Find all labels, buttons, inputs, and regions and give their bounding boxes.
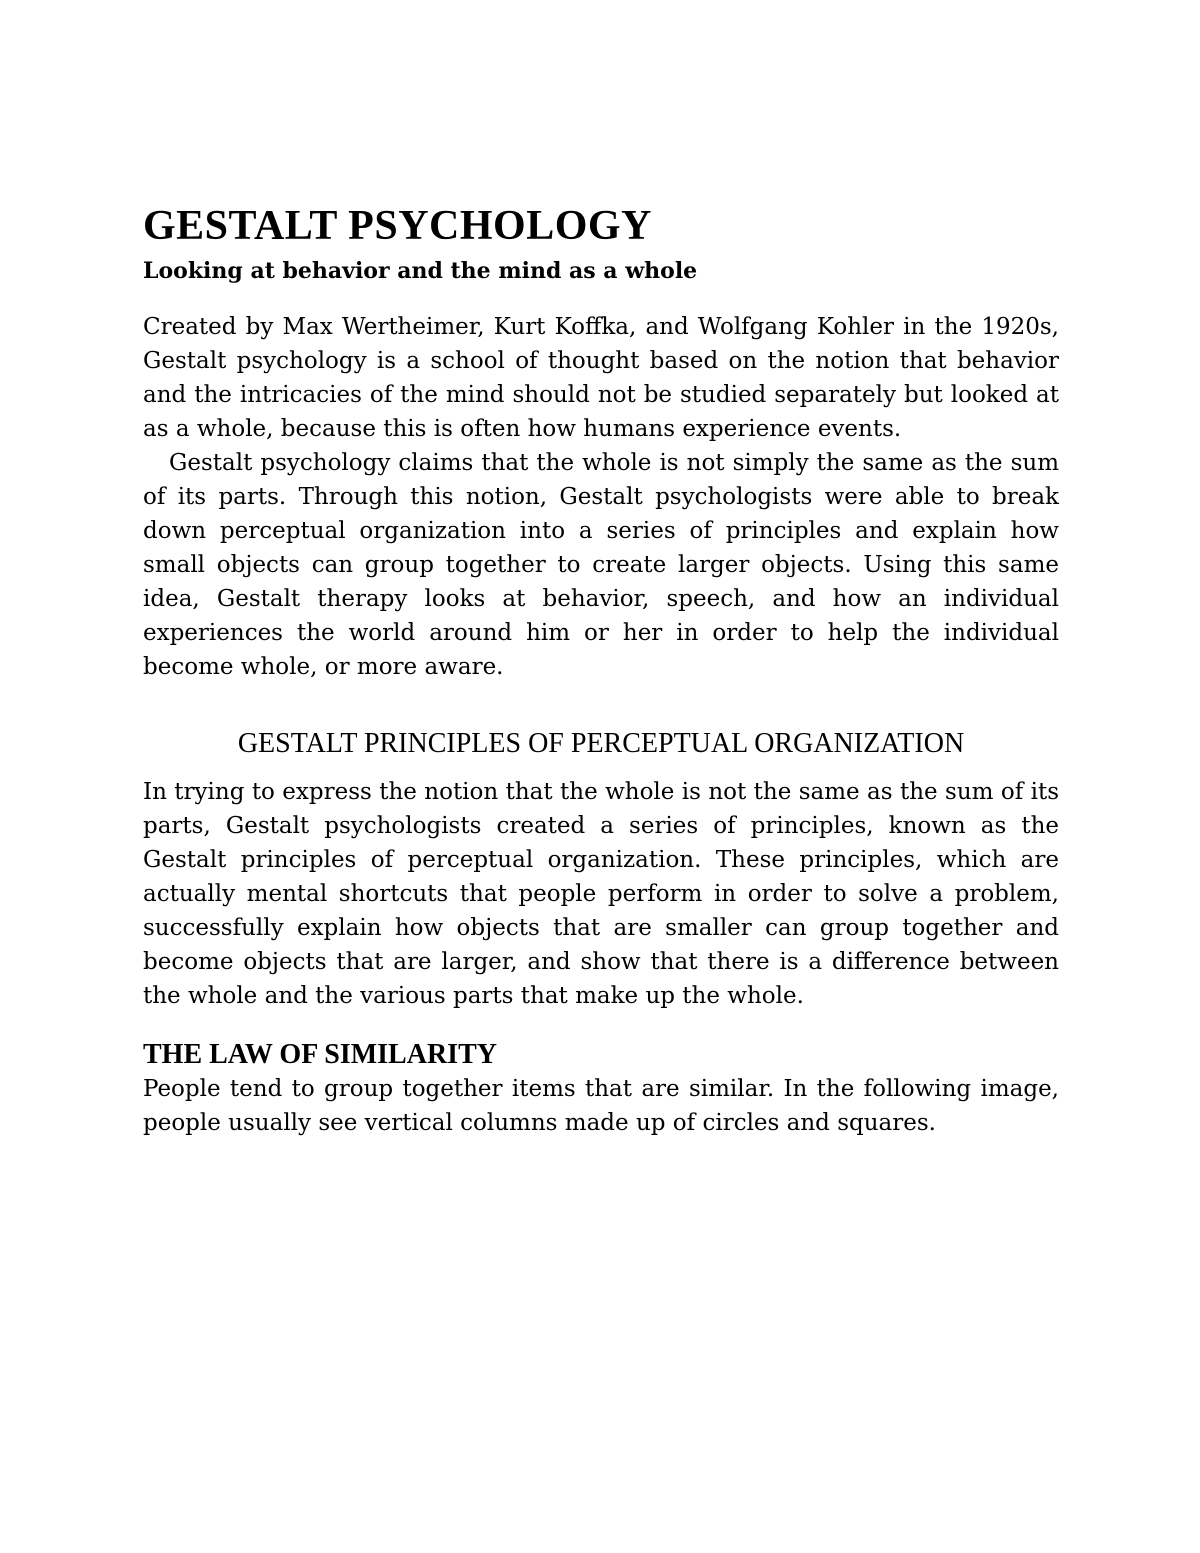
document-subtitle: Looking at behavior and the mind as a whole bbox=[143, 258, 698, 284]
law-of-similarity-paragraph: People tend to group together items that are similar. In the following image, people usually see vertical columns made up of circles and squares. bbox=[143, 1076, 1059, 1136]
section-title-perceptual-organization: GESTALT PRINCIPLES OF PERCEPTUAL ORGANIZATION bbox=[237, 728, 965, 759]
intro-paragraph: Gestalt psychology claims that the whole is not simply the same as the sum of its parts. Through this notion, Gestalt psychologists were able to break down perceptual organization into a series of principles and explain how small objects can group together to create larger objects. Using this same idea, Gestalt therapy looks at behavior, speech, and how an individual experiences the world around him or her in order to help the individual become whole, or more aware. bbox=[143, 450, 1059, 680]
document-title: GESTALT PSYCHOLOGY bbox=[143, 203, 652, 249]
document-page bbox=[143, 200, 1059, 1140]
section-paragraph: In trying to express the notion that the whole is not the same as the sum of its parts, Gestalt psychologists created a series of principles, known as the Gestalt principles of perceptual organization. These principles, which are actually mental shortcuts that people perform in order to solve a problem, successfully explain how objects that are smaller can group together and become objects that are larger, and show that there is a difference between the whole and the various parts that make up the whole. bbox=[143, 779, 1059, 1009]
law-of-similarity-title: THE LAW OF SIMILARITY bbox=[143, 1039, 497, 1070]
intro-paragraph: Created by Max Wertheimer, Kurt Koffka, and Wolfgang Kohler in the 1920s, Gestalt psychology is a school of thought based on the notion that behavior and the intricacies of the mind should not be studied separately but looked at as a whole, because this is often how humans experience events. bbox=[143, 314, 1059, 442]
